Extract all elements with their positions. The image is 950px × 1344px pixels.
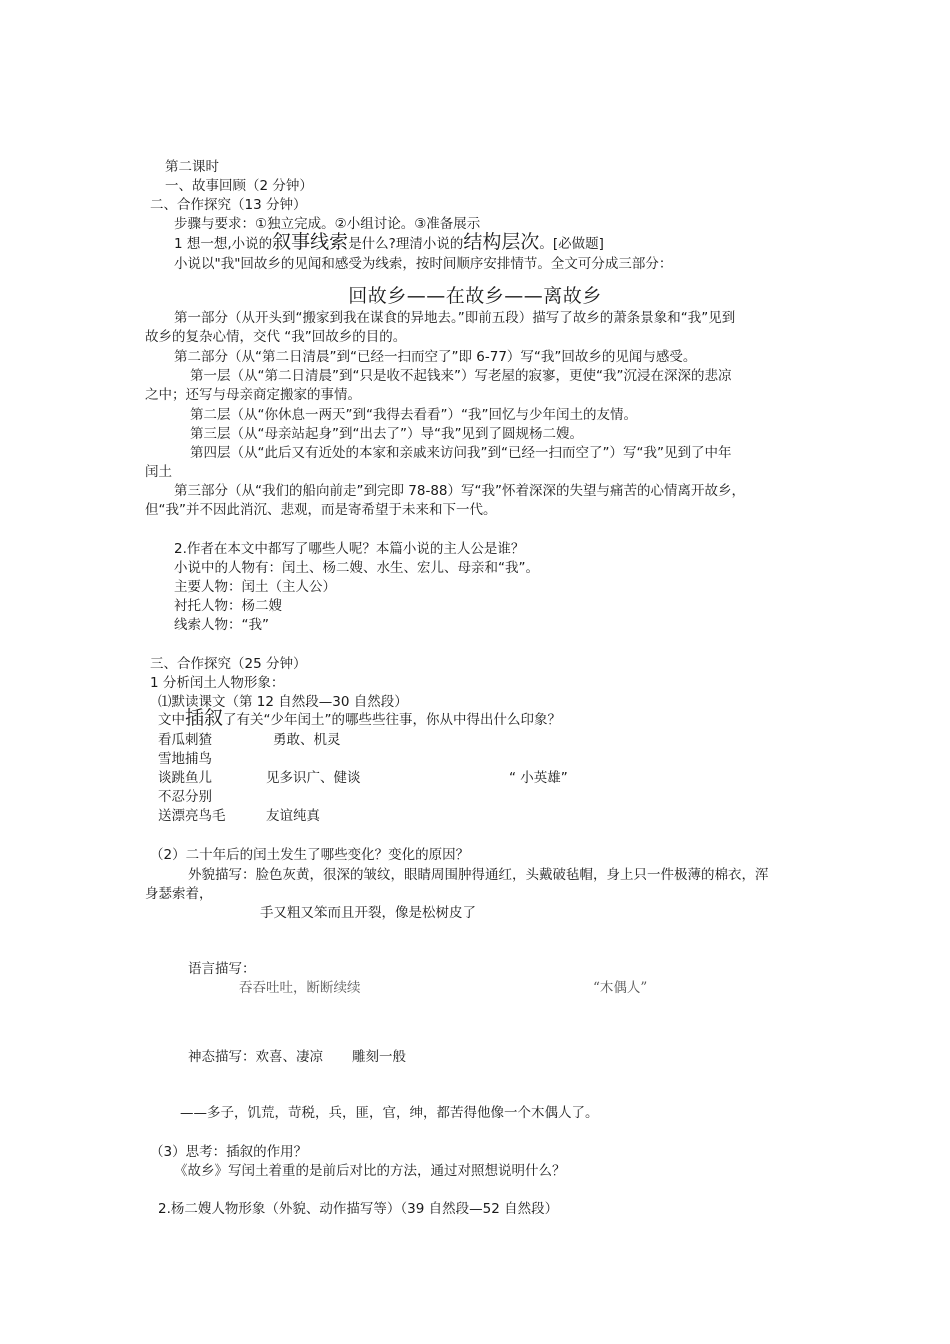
layer-1-line-2: 之中；还写与母亲商定搬家的事情。 <box>145 387 361 403</box>
flashback-question <box>158 707 561 731</box>
item-jumping-fish: 谈跳鱼儿 <box>158 770 212 786</box>
flashback-question-part-c: 了有关“少年闰土”的哪些些往事，你从中得出什么印象？ <box>223 712 562 728</box>
flashback-question-part-a: 文中 <box>158 712 185 728</box>
lesson-title: 第二课时 <box>165 159 219 175</box>
question-1-part-e: 。[必做题] <box>539 236 604 252</box>
item-reluctant-parting: 不忍分别 <box>158 789 212 805</box>
narrative-clue-emphasis: 叙事线索 <box>272 231 349 253</box>
layer-3: 第三层（从“母亲站起身”到“出去了”）导“我”见到了圆规杨二嫂。 <box>190 426 583 442</box>
item-feathers-gift: 送漂亮鸟毛 <box>158 808 226 824</box>
clue-character: 线索人物：“我” <box>174 617 269 633</box>
part-3-line-2: 但“我”并不因此消沉、悲观，而是寄希望于未来和下一代。 <box>145 502 497 518</box>
layer-4-line-2: 闰土 <box>145 464 172 480</box>
little-hero-label: “ 小英雄” <box>509 770 568 786</box>
think-question: （3）思考：插叙的作用？ <box>150 1144 308 1160</box>
speech-description: 吞吞吐吐，断断续续 <box>239 980 361 996</box>
question-1-part-a: 1 想一想,小说的 <box>174 236 273 252</box>
foil-character: 衬托人物：杨二嫂 <box>174 598 282 614</box>
structure-emphasis: 结构层次 <box>463 231 540 253</box>
layer-2: 第二层（从“你休息一两天”到“我得去看看”）“我”回忆与少年闰土的友情。 <box>190 407 637 423</box>
steps-requirements: 步骤与要求：①独立完成。②小组讨论。③准备展示 <box>174 216 481 232</box>
layer-1-line-1: 第一层（从“第二日清晨”到“只是收不起钱来”）写老屋的寂寥，更使“我”沉浸在深深的悲凉 <box>190 368 732 384</box>
impression-pure-friendship: 友谊纯真 <box>266 808 320 824</box>
question-1-part-c: 是什么?理清小说的 <box>348 236 464 252</box>
manner-description: 神态描写：欢喜、凄凉 <box>188 1049 323 1065</box>
part-1-line-1: 第一部分（从开头到“搬家到我在谋食的异地去。”即前五段）描写了故乡的萧条景象和“我”见到 <box>174 310 736 326</box>
contrast-question: 《故乡》写闰土着重的是前后对比的方法，通过对照想说明什么？ <box>174 1163 566 1179</box>
question-change: （2）二十年后的闰土发生了哪些变化？变化的原因？ <box>150 847 470 863</box>
hands-description: 手又粗又笨而且开裂，像是松树皮了 <box>260 905 476 921</box>
analysis-runtu-heading: 1 分析闰土人物形象： <box>150 675 285 691</box>
flashback-emphasis: 插叙 <box>185 707 224 729</box>
part-3-line-1: 第三部分（从“我们的船向前走”到完即 78-88）写“我”怀着深深的失望与痛苦的心情离开故乡， <box>174 483 745 499</box>
question-2: 2.作者在本文中都写了哪些人呢？本篇小说的主人公是谁？ <box>174 541 525 557</box>
character-list: 小说中的人物有：闰土、杨二嫂、水生、宏儿、母亲和“我”。 <box>174 560 539 576</box>
main-character: 主要人物：闰土（主人公） <box>174 579 336 595</box>
appearance-line-1: 外貌描写：脸色灰黄，很深的皱纹，眼睛周围肿得通红，头戴破毡帽，身上只一件极薄的棉衣，浑 <box>188 867 769 883</box>
impression-brave-clever: 勇敢、机灵 <box>273 732 341 748</box>
part-1-line-2: 故乡的复杂心情，交代 “我”回故乡的目的。 <box>145 329 407 345</box>
speech-label: 语言描写： <box>188 961 256 977</box>
part-2: 第二部分（从“第二日清晨”到“已经一扫而空了”即 6-77）写“我”回故乡的见闻与感受。 <box>174 349 697 365</box>
appearance-line-2: 身瑟索着， <box>145 886 213 902</box>
section-cooperative-inquiry-2: 三、合作探究（25 分钟） <box>150 656 307 672</box>
item-guarding-melons: 看瓜刺猹 <box>158 732 212 748</box>
layer-4-line-1: 第四层（从“此后又有近处的本家和亲戚来访问我”到“已经一扫而空了”）写“我”见到了中年 <box>190 445 732 461</box>
carved-label: 雕刻一般 <box>352 1049 406 1065</box>
causes-of-change: ——多子，饥荒，苛税，兵，匪，官，绅，都苦得他像一个木偶人了。 <box>180 1105 599 1121</box>
question-1-answer: 小说以"我"回故乡的见闻和感受为线索，按时间顺序安排情节。全文可分成三部分： <box>174 256 673 272</box>
silent-reading: ⑴默读课文（第 12 自然段—30 自然段） <box>158 694 408 710</box>
structure-title: 回故乡——在故乡——离故乡 <box>348 285 602 307</box>
section-cooperative-inquiry-1: 二、合作探究（13 分钟） <box>150 197 307 213</box>
wooden-puppet-label: “木偶人” <box>593 980 648 996</box>
section-story-review: 一、故事回顾（2 分钟） <box>165 178 313 194</box>
impression-knowledgeable: 见多识广、健谈 <box>266 770 361 786</box>
item-catching-birds: 雪地捕鸟 <box>158 751 212 767</box>
question-1 <box>174 231 604 255</box>
yang-ersao-heading: 2.杨二嫂人物形象（外貌、动作描写等）（39 自然段—52 自然段） <box>158 1201 559 1217</box>
